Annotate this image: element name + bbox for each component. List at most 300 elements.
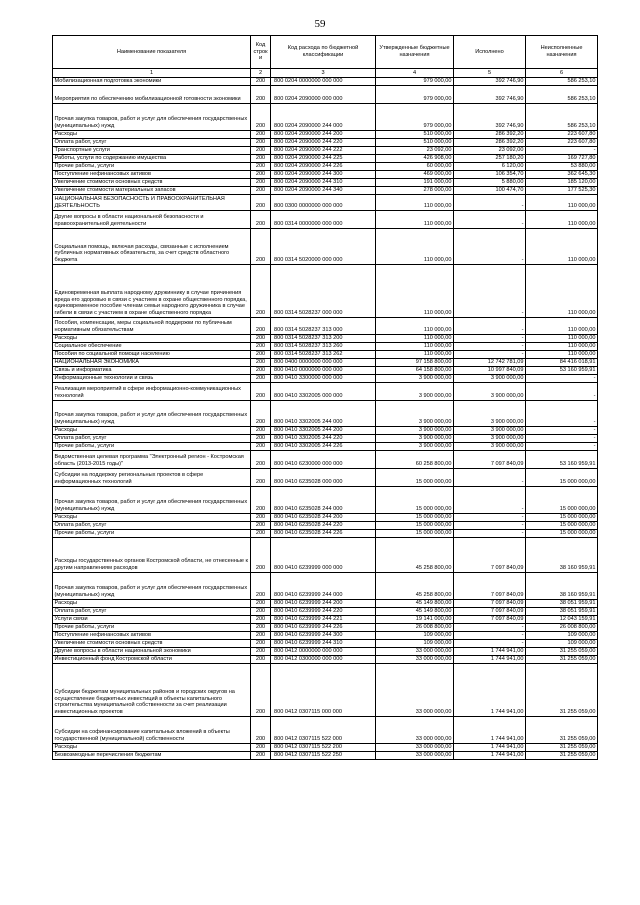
row-executed: 5 880,00 bbox=[454, 179, 526, 187]
row-unexecuted: 84 416 018,91 bbox=[526, 359, 598, 367]
row-name: Оплата работ, услуг bbox=[53, 139, 251, 147]
row-unexecuted: 110 000,00 bbox=[526, 351, 598, 359]
row-executed: 1 744 941,00 bbox=[454, 664, 526, 717]
row-executed: 1 744 941,00 bbox=[454, 744, 526, 752]
row-name: Субсидии на поддержку региональных проектов в сфере информационных технологий bbox=[53, 469, 251, 487]
row-executed: - bbox=[454, 632, 526, 640]
row-name: Поступление нефинансовых активов bbox=[53, 171, 251, 179]
row-executed: - bbox=[454, 522, 526, 530]
table-row bbox=[53, 640, 598, 648]
row-unexecuted: 586 253,10 bbox=[526, 86, 598, 104]
row-code: 200 bbox=[251, 401, 271, 427]
row-unexecuted: 586 253,10 bbox=[526, 78, 598, 86]
row-code: 200 bbox=[251, 530, 271, 538]
row-kbk: 800 0410 3302005 244 200 bbox=[271, 427, 376, 435]
row-code: 200 bbox=[251, 600, 271, 608]
row-unexecuted: 26 008 800,00 bbox=[526, 624, 598, 632]
row-code: 200 bbox=[251, 131, 271, 139]
table-row bbox=[53, 179, 598, 187]
table-row bbox=[53, 514, 598, 522]
row-code: 200 bbox=[251, 573, 271, 600]
row-code: 200 bbox=[251, 538, 271, 573]
row-executed: 7 097 840,09 bbox=[454, 538, 526, 573]
row-code: 200 bbox=[251, 229, 271, 265]
row-code: 200 bbox=[251, 155, 271, 163]
row-approved: 33 000 000,00 bbox=[376, 717, 454, 744]
row-name: Информационные технологии и связь bbox=[53, 375, 251, 383]
row-approved: 15 000 000,00 bbox=[376, 530, 454, 538]
table-row bbox=[53, 443, 598, 451]
row-approved: 45 258 800,00 bbox=[376, 538, 454, 573]
row-unexecuted: 15 000 000,00 bbox=[526, 514, 598, 522]
table-row bbox=[53, 538, 598, 573]
table-row bbox=[53, 608, 598, 616]
row-approved: 278 000,00 bbox=[376, 187, 454, 195]
row-kbk: 800 0410 6235028 244 226 bbox=[271, 530, 376, 538]
row-executed: 392 746,90 bbox=[454, 86, 526, 104]
row-unexecuted: 31 255 059,00 bbox=[526, 648, 598, 656]
row-approved: 19 141 000,00 bbox=[376, 616, 454, 624]
row-name: Увеличение стоимости основных средств bbox=[53, 179, 251, 187]
row-approved: 60 258 800,00 bbox=[376, 451, 454, 469]
row-code: 200 bbox=[251, 514, 271, 522]
row-code: 200 bbox=[251, 351, 271, 359]
row-code: 200 bbox=[251, 195, 271, 211]
row-approved: 110 000,00 bbox=[376, 343, 454, 351]
row-name: Расходы bbox=[53, 131, 251, 139]
row-unexecuted: - bbox=[526, 435, 598, 443]
row-kbk: 800 0204 2090000 244 340 bbox=[271, 187, 376, 195]
row-name: Расходы bbox=[53, 600, 251, 608]
row-kbk: 800 0204 2090000 244 220 bbox=[271, 139, 376, 147]
row-unexecuted: 53 880,00 bbox=[526, 163, 598, 171]
row-code: 200 bbox=[251, 211, 271, 229]
row-executed: 392 746,90 bbox=[454, 78, 526, 86]
row-kbk: 800 0410 6239999 000 000 bbox=[271, 538, 376, 573]
row-executed: 12 742 781,09 bbox=[454, 359, 526, 367]
row-approved: 110 000,00 bbox=[376, 351, 454, 359]
row-unexecuted: 31 255 059,00 bbox=[526, 656, 598, 664]
row-kbk: 800 0204 2090000 000 000 bbox=[271, 86, 376, 104]
row-unexecuted: 110 000,00 bbox=[526, 195, 598, 211]
row-kbk: 800 0204 2090000 244 222 bbox=[271, 147, 376, 155]
row-code: 200 bbox=[251, 179, 271, 187]
row-kbk: 800 0314 5028237 313 260 bbox=[271, 343, 376, 351]
row-executed: 7 097 840,09 bbox=[454, 616, 526, 624]
row-unexecuted: - bbox=[526, 427, 598, 435]
row-approved: 15 000 000,00 bbox=[376, 469, 454, 487]
row-code: 200 bbox=[251, 744, 271, 752]
row-name: Прочие работы, услуги bbox=[53, 163, 251, 171]
row-name: Прочие работы, услуги bbox=[53, 624, 251, 632]
row-unexecuted: 185 120,00 bbox=[526, 179, 598, 187]
row-unexecuted: 110 000,00 bbox=[526, 343, 598, 351]
row-name: Связь и информатика bbox=[53, 367, 251, 375]
table-row bbox=[53, 573, 598, 600]
row-kbk: 800 0314 5028237 313 262 bbox=[271, 351, 376, 359]
table-row bbox=[53, 139, 598, 147]
table-row bbox=[53, 664, 598, 717]
row-executed: - bbox=[454, 530, 526, 538]
row-executed: - bbox=[454, 229, 526, 265]
header-executed: Исполнено bbox=[454, 36, 526, 69]
header-kbk: Код расхода по бюджетной классификации bbox=[271, 36, 376, 69]
row-approved: 33 000 000,00 bbox=[376, 752, 454, 760]
row-code: 200 bbox=[251, 265, 271, 318]
row-name: Субсидии на софинансирование капитальных вложений в объекты государственной (муниципальной) собственности bbox=[53, 717, 251, 744]
row-approved: 110 000,00 bbox=[376, 211, 454, 229]
row-unexecuted: 38 160 959,91 bbox=[526, 538, 598, 573]
row-approved: 469 000,00 bbox=[376, 171, 454, 179]
row-executed: 3 900 000,00 bbox=[454, 435, 526, 443]
row-executed: 106 354,70 bbox=[454, 171, 526, 179]
row-approved: 979 000,00 bbox=[376, 86, 454, 104]
row-approved: 110 000,00 bbox=[376, 229, 454, 265]
table-row bbox=[53, 343, 598, 351]
row-executed: - bbox=[454, 211, 526, 229]
row-code: 200 bbox=[251, 717, 271, 744]
row-approved: 33 000 000,00 bbox=[376, 744, 454, 752]
table-row bbox=[53, 163, 598, 171]
row-unexecuted: 223 607,80 bbox=[526, 139, 598, 147]
row-kbk: 800 0410 6239999 244 200 bbox=[271, 600, 376, 608]
row-code: 200 bbox=[251, 752, 271, 760]
row-name: НАЦИОНАЛЬНАЯ ЭКОНОМИКА bbox=[53, 359, 251, 367]
row-approved: 191 000,00 bbox=[376, 179, 454, 187]
row-approved: 110 000,00 bbox=[376, 335, 454, 343]
row-approved: 979 000,00 bbox=[376, 78, 454, 86]
row-approved: 33 000 000,00 bbox=[376, 656, 454, 664]
row-unexecuted: - bbox=[526, 147, 598, 155]
row-code: 200 bbox=[251, 187, 271, 195]
row-unexecuted: 15 000 000,00 bbox=[526, 530, 598, 538]
table-row bbox=[53, 187, 598, 195]
row-name: Социальная помощь, включая расходы, связанные с исполнением публичных нормативных обязательств, за счет средств областного бюджета bbox=[53, 229, 251, 265]
row-name: Расходы bbox=[53, 427, 251, 435]
row-executed: - bbox=[454, 514, 526, 522]
row-executed: 1 744 941,00 bbox=[454, 648, 526, 656]
row-executed: - bbox=[454, 195, 526, 211]
table-row bbox=[53, 383, 598, 401]
row-kbk: 800 0314 5028237 313 200 bbox=[271, 335, 376, 343]
row-kbk: 800 0410 6235028 244 200 bbox=[271, 514, 376, 522]
row-executed: 1 744 941,00 bbox=[454, 717, 526, 744]
table-row bbox=[53, 367, 598, 375]
header-name: Наименование показателя bbox=[53, 36, 251, 69]
row-name: Оплата работ, услуг bbox=[53, 608, 251, 616]
table-row bbox=[53, 752, 598, 760]
row-executed: - bbox=[454, 487, 526, 514]
table-row bbox=[53, 86, 598, 104]
table-row bbox=[53, 318, 598, 335]
row-name: Пособия, компенсации, меры социальной поддержки по публичным нормативным обязательствам bbox=[53, 318, 251, 335]
row-kbk: 800 0412 0307115 522 250 bbox=[271, 752, 376, 760]
row-unexecuted: 110 000,00 bbox=[526, 335, 598, 343]
row-code: 200 bbox=[251, 318, 271, 335]
row-name: Прочие работы, услуги bbox=[53, 530, 251, 538]
row-kbk: 800 0412 0000000 000 000 bbox=[271, 648, 376, 656]
row-name: Другие вопросы в области национальной экономики bbox=[53, 648, 251, 656]
row-executed: 257 180,20 bbox=[454, 155, 526, 163]
row-unexecuted: 53 160 959,91 bbox=[526, 367, 598, 375]
row-code: 200 bbox=[251, 624, 271, 632]
row-kbk: 800 0410 3300000 000 000 bbox=[271, 375, 376, 383]
table-row bbox=[53, 530, 598, 538]
row-unexecuted: 110 000,00 bbox=[526, 211, 598, 229]
page-number: 59 bbox=[314, 18, 326, 30]
row-code: 200 bbox=[251, 367, 271, 375]
row-executed: 7 097 840,09 bbox=[454, 573, 526, 600]
row-code: 200 bbox=[251, 427, 271, 435]
row-code: 200 bbox=[251, 163, 271, 171]
row-code: 200 bbox=[251, 656, 271, 664]
row-name: Единовременная выплата народному дружиннику в случае причинения вреда его здоровью в связи с участием в охране общественного порядка, единовременное пособие членам семьи народного дружинника в случае гибели в связи с участием в охране общественного порядка bbox=[53, 265, 251, 318]
row-unexecuted: 38 051 959,91 bbox=[526, 608, 598, 616]
table-row bbox=[53, 195, 598, 211]
row-unexecuted: 110 000,00 bbox=[526, 318, 598, 335]
table-row bbox=[53, 632, 598, 640]
header-unexecuted: Неисполненные назначения bbox=[526, 36, 598, 69]
row-code: 200 bbox=[251, 640, 271, 648]
table-row bbox=[53, 487, 598, 514]
row-approved: 64 158 800,00 bbox=[376, 367, 454, 375]
column-number: 4 bbox=[376, 69, 454, 78]
row-kbk: 800 0410 6239999 244 220 bbox=[271, 608, 376, 616]
row-executed: - bbox=[454, 335, 526, 343]
column-number: 6 bbox=[526, 69, 598, 78]
table-row bbox=[53, 359, 598, 367]
row-name: Пособия по социальной помощи населению bbox=[53, 351, 251, 359]
row-approved: 979 000,00 bbox=[376, 104, 454, 131]
row-executed: - bbox=[454, 640, 526, 648]
row-kbk: 800 0410 6239999 244 221 bbox=[271, 616, 376, 624]
row-executed: 100 474,70 bbox=[454, 187, 526, 195]
row-executed: 3 900 000,00 bbox=[454, 375, 526, 383]
row-unexecuted: - bbox=[526, 375, 598, 383]
row-approved: 110 000,00 bbox=[376, 318, 454, 335]
table-row bbox=[53, 717, 598, 744]
table-body bbox=[53, 78, 598, 760]
row-name: Поступление нефинансовых активов bbox=[53, 632, 251, 640]
row-approved: 426 908,00 bbox=[376, 155, 454, 163]
row-code: 200 bbox=[251, 608, 271, 616]
row-unexecuted: 31 255 059,00 bbox=[526, 752, 598, 760]
table-row bbox=[53, 427, 598, 435]
row-unexecuted: 31 255 059,00 bbox=[526, 664, 598, 717]
row-kbk: 800 0412 0307115 522 000 bbox=[271, 717, 376, 744]
row-name: Работы, услуги по содержанию имущества bbox=[53, 155, 251, 163]
table-row bbox=[53, 624, 598, 632]
row-code: 200 bbox=[251, 469, 271, 487]
row-code: 200 bbox=[251, 104, 271, 131]
row-code: 200 bbox=[251, 343, 271, 351]
row-kbk: 800 0204 2090000 244 226 bbox=[271, 163, 376, 171]
row-unexecuted: 177 525,30 bbox=[526, 187, 598, 195]
table-header bbox=[53, 36, 598, 78]
row-code: 200 bbox=[251, 86, 271, 104]
row-unexecuted: 15 000 000,00 bbox=[526, 487, 598, 514]
row-unexecuted: 38 051 959,91 bbox=[526, 600, 598, 608]
row-approved: 110 000,00 bbox=[376, 195, 454, 211]
row-unexecuted: 169 727,80 bbox=[526, 155, 598, 163]
row-name: Инвестиционный фонд Костромской области bbox=[53, 656, 251, 664]
row-name: Оплата работ, услуг bbox=[53, 522, 251, 530]
row-approved: 510 000,00 bbox=[376, 139, 454, 147]
row-kbk: 800 0410 6239999 244 310 bbox=[271, 640, 376, 648]
row-code: 200 bbox=[251, 451, 271, 469]
row-unexecuted: 110 000,00 bbox=[526, 229, 598, 265]
row-executed: - bbox=[454, 343, 526, 351]
row-code: 200 bbox=[251, 664, 271, 717]
row-approved: 510 000,00 bbox=[376, 131, 454, 139]
table-row bbox=[53, 229, 598, 265]
row-executed: 3 900 000,00 bbox=[454, 383, 526, 401]
table-row bbox=[53, 351, 598, 359]
row-unexecuted: 53 160 959,91 bbox=[526, 451, 598, 469]
row-approved: 3 900 000,00 bbox=[376, 435, 454, 443]
row-kbk: 800 0410 6235028 000 000 bbox=[271, 469, 376, 487]
row-approved: 33 000 000,00 bbox=[376, 648, 454, 656]
column-number-row bbox=[53, 69, 598, 78]
row-name: Расходы государственных органов Костромской области, не отнесенные к другим направлениям расходов bbox=[53, 538, 251, 573]
row-executed: - bbox=[454, 318, 526, 335]
row-kbk: 800 0412 0307115 000 000 bbox=[271, 664, 376, 717]
row-unexecuted: - bbox=[526, 401, 598, 427]
row-executed: 7 097 840,09 bbox=[454, 608, 526, 616]
row-code: 200 bbox=[251, 443, 271, 451]
row-kbk: 800 0314 5020000 000 000 bbox=[271, 229, 376, 265]
row-kbk: 800 0410 3302005 000 000 bbox=[271, 383, 376, 401]
row-name: Прочая закупка товаров, работ и услуг для обеспечения государственных (муниципальных) нужд bbox=[53, 104, 251, 131]
row-kbk: 800 0410 6239999 244 300 bbox=[271, 632, 376, 640]
row-kbk: 800 0314 5028237 000 000 bbox=[271, 265, 376, 318]
row-name: Другие вопросы в области национальной безопасности и правоохранительной деятельности bbox=[53, 211, 251, 229]
row-kbk: 800 0204 0000000 000 000 bbox=[271, 78, 376, 86]
row-name: Мобилизационная подготовка экономики bbox=[53, 78, 251, 86]
row-approved: 3 900 000,00 bbox=[376, 443, 454, 451]
row-kbk: 800 0410 6239999 244 226 bbox=[271, 624, 376, 632]
column-number: 3 bbox=[271, 69, 376, 78]
row-approved: 60 000,00 bbox=[376, 163, 454, 171]
row-name: Ведомственная целевая программа "Электронный регион - Костромская область (2013-2015 годы)" bbox=[53, 451, 251, 469]
row-unexecuted: 110 000,00 bbox=[526, 265, 598, 318]
header-row bbox=[53, 36, 598, 69]
row-executed: 7 097 840,09 bbox=[454, 600, 526, 608]
row-name: Реализация мероприятий в сфере информационно-коммуникационных технологий bbox=[53, 383, 251, 401]
row-approved: 33 000 000,00 bbox=[376, 664, 454, 717]
row-kbk: 800 0410 0000000 000 000 bbox=[271, 367, 376, 375]
row-kbk: 800 0300 0000000 000 000 bbox=[271, 195, 376, 211]
table-row bbox=[53, 171, 598, 179]
header-approved: Утвержденные бюджетные назначения bbox=[376, 36, 454, 69]
row-approved: 26 008 800,00 bbox=[376, 624, 454, 632]
row-unexecuted: 15 000 000,00 bbox=[526, 522, 598, 530]
row-name: Прочая закупка товаров, работ и услуг для обеспечения государственных (муниципальных) нужд bbox=[53, 487, 251, 514]
row-code: 200 bbox=[251, 616, 271, 624]
row-code: 200 bbox=[251, 147, 271, 155]
row-approved: 110 000,00 bbox=[376, 265, 454, 318]
row-name: Увеличение стоимости материальных запасов bbox=[53, 187, 251, 195]
row-unexecuted: 15 000 000,00 bbox=[526, 469, 598, 487]
row-executed: 286 392,20 bbox=[454, 139, 526, 147]
table-row bbox=[53, 648, 598, 656]
row-kbk: 800 0410 6235028 244 220 bbox=[271, 522, 376, 530]
row-name: Увеличение стоимости основных средств bbox=[53, 640, 251, 648]
row-kbk: 800 0410 6235028 244 000 bbox=[271, 487, 376, 514]
row-kbk: 800 0410 3302005 244 226 bbox=[271, 443, 376, 451]
row-approved: 45 149 800,00 bbox=[376, 608, 454, 616]
row-name: Расходы bbox=[53, 335, 251, 343]
row-code: 200 bbox=[251, 375, 271, 383]
table-row bbox=[53, 335, 598, 343]
row-kbk: 800 0410 6239999 244 000 bbox=[271, 573, 376, 600]
row-code: 200 bbox=[251, 139, 271, 147]
row-code: 200 bbox=[251, 435, 271, 443]
row-name: Субсидии бюджетам муниципальных районов и городских округов на осуществление бюджетных инвестиций в объекты капитального строительства муниципальной собственности за счет реализации инвестиционных проектов bbox=[53, 664, 251, 717]
row-code: 200 bbox=[251, 171, 271, 179]
row-unexecuted: 31 255 059,00 bbox=[526, 717, 598, 744]
row-unexecuted: 223 607,80 bbox=[526, 131, 598, 139]
row-name: Прочая закупка товаров, работ и услуг для обеспечения государственных (муниципальных) нужд bbox=[53, 401, 251, 427]
header-code: Код строк и bbox=[251, 36, 271, 69]
row-code: 200 bbox=[251, 522, 271, 530]
row-unexecuted: 362 645,30 bbox=[526, 171, 598, 179]
row-executed: 286 392,20 bbox=[454, 131, 526, 139]
row-code: 200 bbox=[251, 632, 271, 640]
row-executed: - bbox=[454, 351, 526, 359]
table-row bbox=[53, 744, 598, 752]
row-executed: 1 744 941,00 bbox=[454, 752, 526, 760]
row-executed: 7 097 840,09 bbox=[454, 451, 526, 469]
row-approved: 45 258 800,00 bbox=[376, 573, 454, 600]
row-name: Прочая закупка товаров, работ и услуг для обеспечения государственных (муниципальных) нужд bbox=[53, 573, 251, 600]
row-approved: 45 149 800,00 bbox=[376, 600, 454, 608]
table-row bbox=[53, 401, 598, 427]
row-approved: 15 000 000,00 bbox=[376, 514, 454, 522]
row-executed: 3 900 000,00 bbox=[454, 427, 526, 435]
row-code: 200 bbox=[251, 78, 271, 86]
row-executed: - bbox=[454, 265, 526, 318]
row-approved: 15 000 000,00 bbox=[376, 487, 454, 514]
row-approved: 3 900 000,00 bbox=[376, 375, 454, 383]
row-approved: 97 158 800,00 bbox=[376, 359, 454, 367]
row-code: 200 bbox=[251, 335, 271, 343]
column-number: 1 bbox=[53, 69, 251, 78]
table-row bbox=[53, 131, 598, 139]
row-unexecuted: - bbox=[526, 383, 598, 401]
table-row bbox=[53, 147, 598, 155]
row-executed: 10 997 840,09 bbox=[454, 367, 526, 375]
row-code: 200 bbox=[251, 487, 271, 514]
row-kbk: 800 0204 2090000 244 300 bbox=[271, 171, 376, 179]
table-row bbox=[53, 616, 598, 624]
row-approved: 3 900 000,00 bbox=[376, 401, 454, 427]
row-kbk: 800 0204 2090000 244 200 bbox=[271, 131, 376, 139]
row-kbk: 800 0410 3302005 244 220 bbox=[271, 435, 376, 443]
budget-execution-table bbox=[52, 35, 598, 760]
table-row bbox=[53, 451, 598, 469]
row-kbk: 800 0412 0300000 000 000 bbox=[271, 656, 376, 664]
row-kbk: 800 0412 0307115 522 200 bbox=[271, 744, 376, 752]
column-number: 5 bbox=[454, 69, 526, 78]
column-number: 2 bbox=[251, 69, 271, 78]
row-executed: 23 092,00 bbox=[454, 147, 526, 155]
row-executed: 392 746,90 bbox=[454, 104, 526, 131]
row-unexecuted: - bbox=[526, 443, 598, 451]
row-kbk: 800 0204 2090000 244 310 bbox=[271, 179, 376, 187]
table-row bbox=[53, 522, 598, 530]
row-executed: - bbox=[454, 469, 526, 487]
